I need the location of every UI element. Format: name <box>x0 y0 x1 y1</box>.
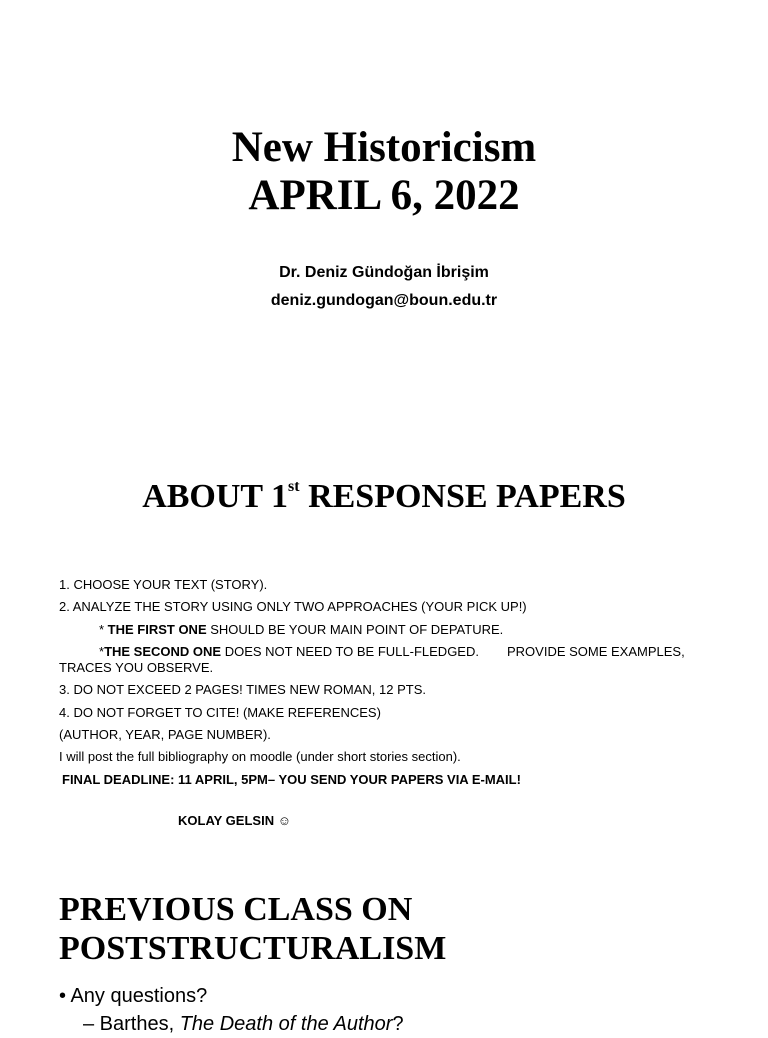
closing-note: KOLAY GELSIN ☺ <box>178 813 291 828</box>
second-one-examples: PROVIDE SOME EXAMPLES, TRACES YOU OBSERVE. <box>59 644 685 676</box>
bullet-star: * <box>99 621 108 637</box>
second-one-text: DOES NOT NEED TO BE FULL-FLEDGED. <box>221 644 479 660</box>
final-deadline: FINAL DEADLINE: 11 APRIL, 5PM– YOU SEND YOUR PAPERS VIA E-MAIL! <box>62 771 521 787</box>
instruction-1: 1. CHOOSE YOUR TEXT (STORY). <box>59 577 268 592</box>
heading-suffix: RESPONSE PAPERS <box>299 478 626 515</box>
instruction-2-second <box>59 641 699 679</box>
author-email: deniz.gundogan@boun.edu.tr <box>270 292 498 309</box>
response-papers-heading <box>0 476 768 518</box>
slide-title-date: APRIL 6, 2022 <box>248 172 520 219</box>
instruction-2-first <box>59 619 699 641</box>
response-instructions <box>59 574 699 791</box>
first-one-label: THE FIRST ONE <box>107 621 207 637</box>
instruction-2: 2. ANALYZE THE STORY USING ONLY TWO APPROACHES (YOUR PICK UP!) <box>59 599 527 615</box>
bullet-barthes <box>59 1010 759 1038</box>
second-one-label: THE SECOND ONE <box>104 644 222 660</box>
previous-class-bullets <box>59 982 759 1038</box>
bullet-star: * <box>99 644 105 660</box>
instruction-3: 3. DO NOT EXCEED 2 PAGES! TIMES NEW ROMAN, 12 PTS. <box>59 682 426 698</box>
moodle-note: I will post the full bibliography on moodle (under short stories section). <box>59 749 461 765</box>
slide-title-topic: New Historicism <box>231 124 537 171</box>
instruction-4-detail: (AUTHOR, YEAR, PAGE NUMBER). <box>59 727 271 743</box>
author-info <box>0 259 768 315</box>
instruction-4: 4. DO NOT FORGET TO CITE! (MAKE REFERENCES) <box>59 704 381 720</box>
slide-title <box>0 124 768 220</box>
heading-ordinal: st <box>288 478 300 495</box>
heading-prefix: ABOUT 1 <box>142 478 288 515</box>
barthes-work-title: The Death of the Author <box>179 1013 393 1035</box>
previous-class-heading <box>59 890 759 968</box>
first-one-text: SHOULD BE YOUR MAIN POINT OF DEPATURE. <box>206 621 504 637</box>
barthes-prefix: – Barthes, <box>83 1013 180 1035</box>
author-name: Dr. Deniz Gündoğan İbrişim <box>279 264 489 281</box>
previous-class-heading-line1: PREVIOUS CLASS ON <box>59 891 413 928</box>
barthes-suffix: ? <box>392 1013 404 1035</box>
previous-class-heading-line2: POSTSTRUCTURALISM <box>59 930 447 967</box>
bullet-any-questions: • Any questions? <box>59 985 208 1007</box>
